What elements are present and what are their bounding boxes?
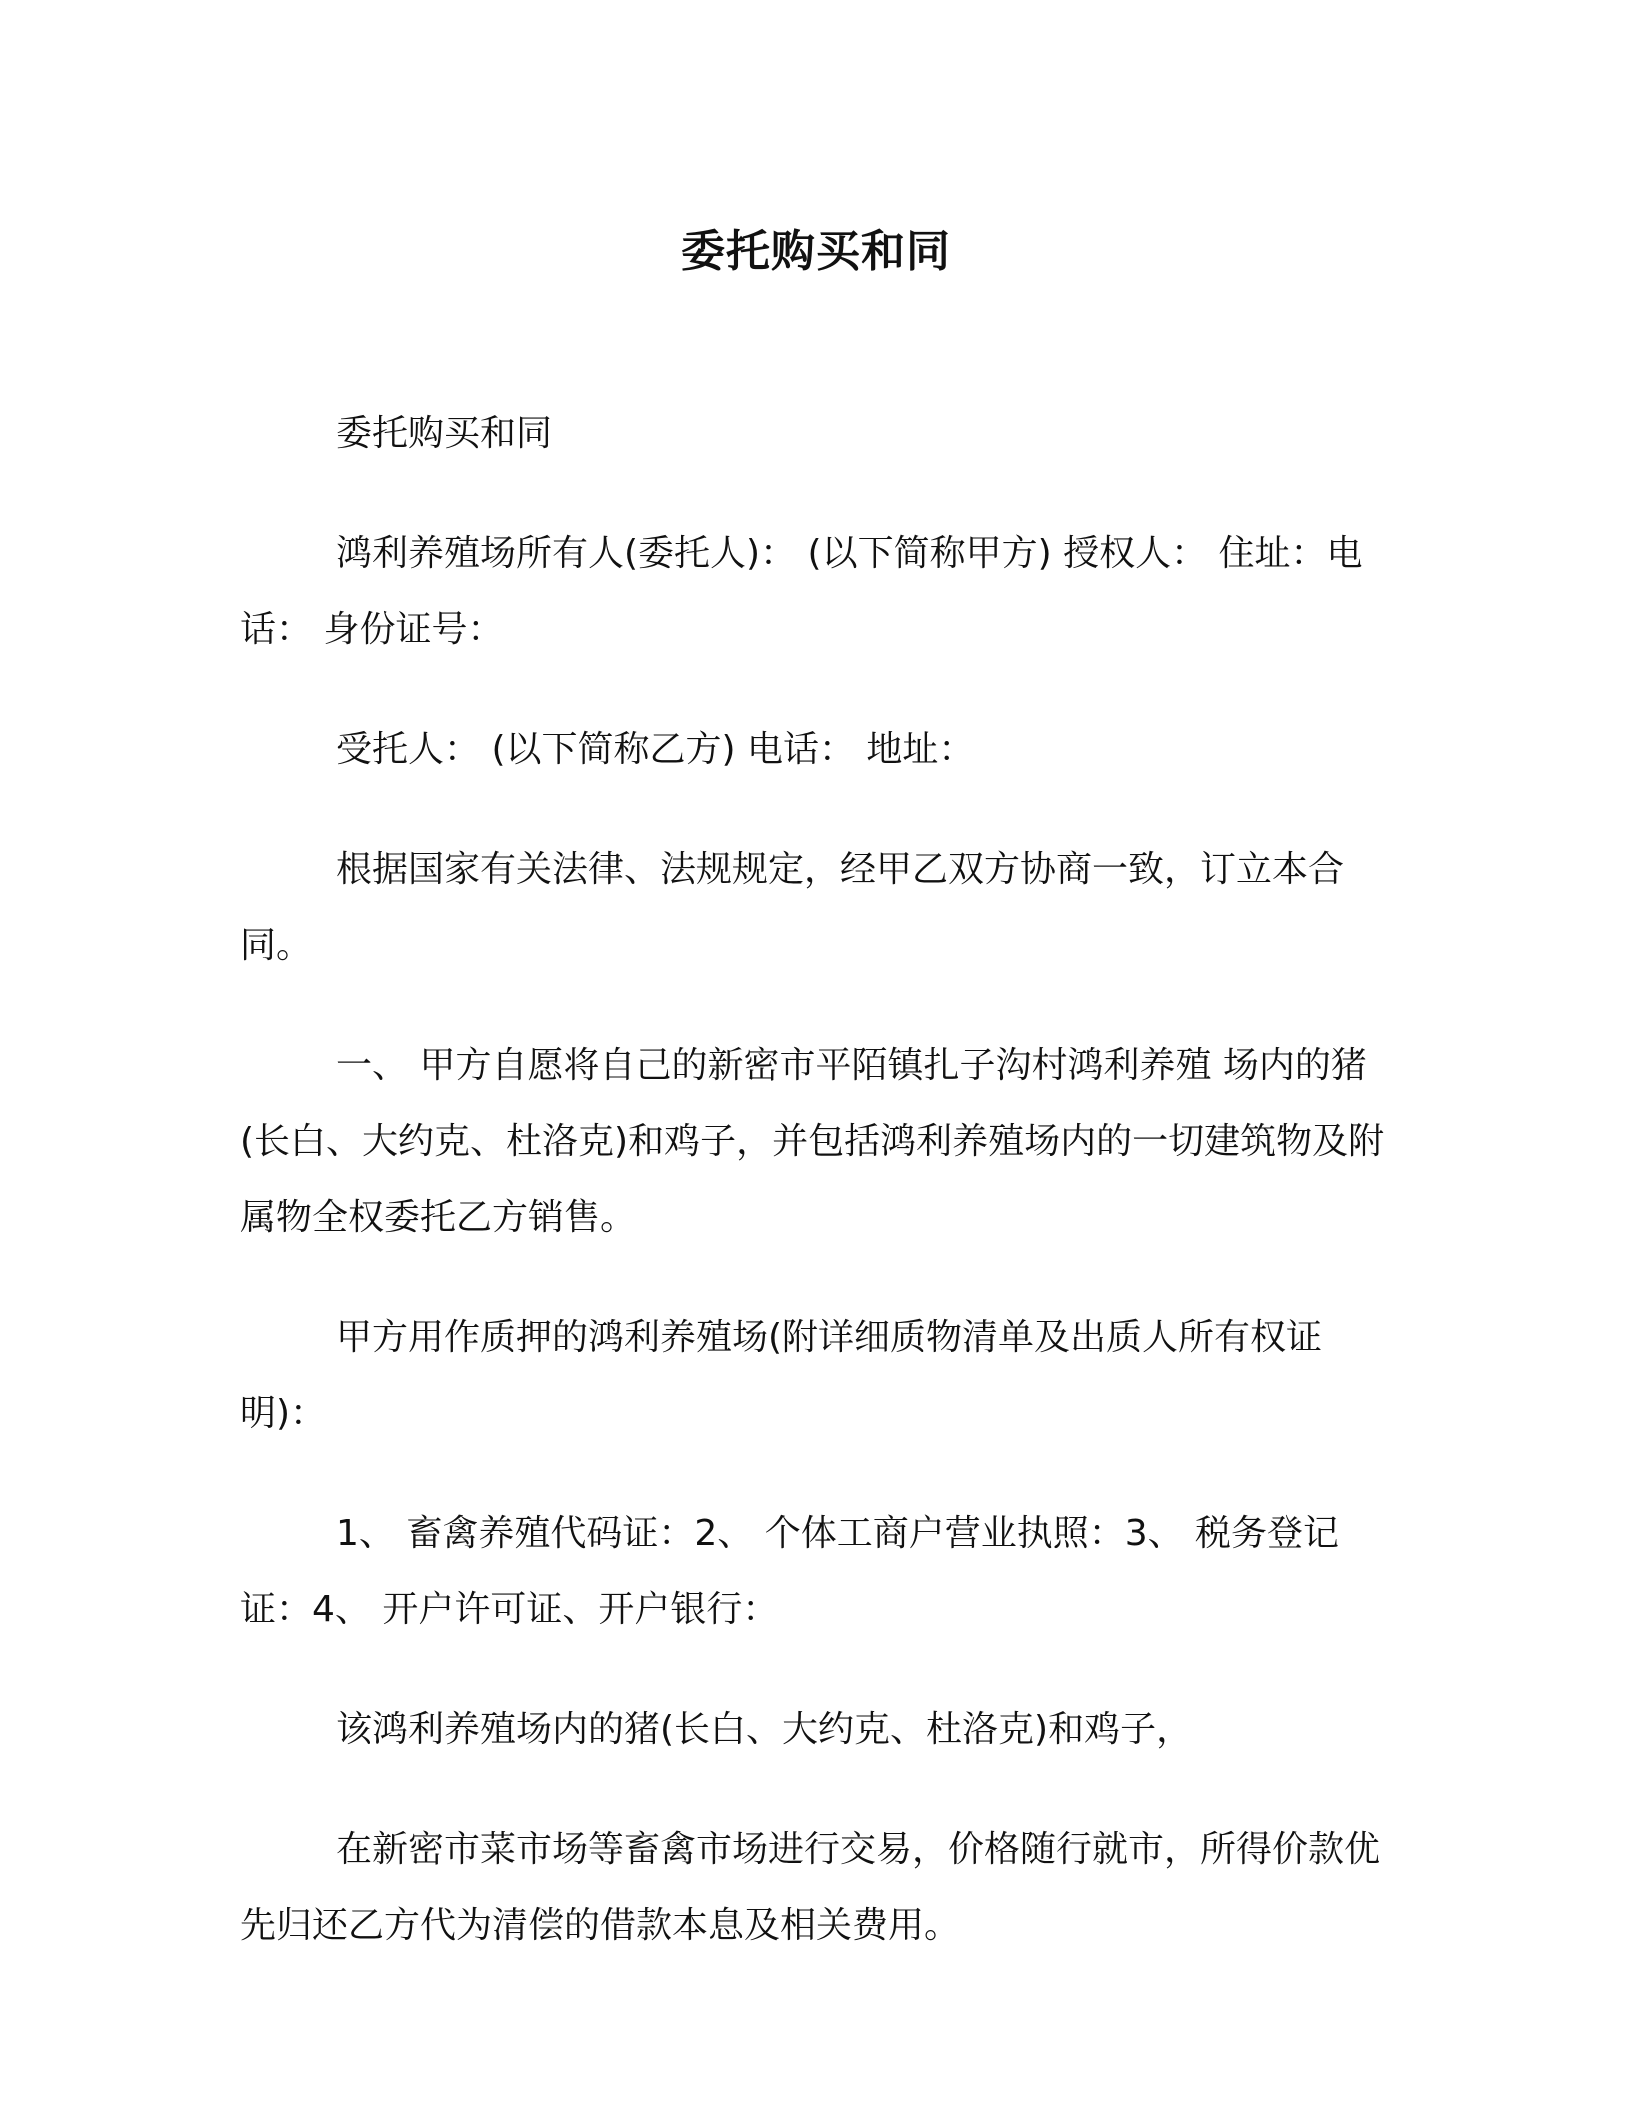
paragraph-heading: 委托购买和同 xyxy=(336,413,553,454)
paragraph-certificates: 1、 畜禽养殖代码证：2、 个体工商户营业执照：3、 税务登记证：4、 开户许可证、开户银行： xyxy=(240,1513,1340,1630)
paragraph-basis: 根据国家有关法律、法规规定，经甲乙双方协商一致，订立本合同。 xyxy=(240,849,1345,966)
paragraph-trade: 在新密市菜市场等畜禽市场进行交易，价格随行就市，所得价款优先归还乙方代为清偿的借款本息及相关费用。 xyxy=(240,1829,1381,1946)
document-title: 委托购买和同 xyxy=(681,226,951,277)
paragraph-clause-1: 一、 甲方自愿将自己的新密市平陌镇扎子沟村鸿利养殖 场内的猪(长白、大约克、杜洛克)和鸡子，并包括鸿利养殖场内的一切建筑物及附属物全权委托乙方销售。 xyxy=(240,1045,1385,1238)
paragraph-livestock: 该鸿利养殖场内的猪(长白、大约克、杜洛克)和鸡子， xyxy=(336,1709,1193,1750)
document-body xyxy=(240,396,1396,2008)
paragraph-pledge: 甲方用作质押的鸿利养殖场(附详细质物清单及出质人所有权证明)： xyxy=(240,1317,1323,1434)
paragraph-party-b: 受托人： (以下简称乙方) 电话： 地址： xyxy=(336,729,975,770)
paragraph-party-a: 鸿利养殖场所有人(委托人)： (以下简称甲方) 授权人： 住址：电话： 身份证号： xyxy=(240,533,1363,650)
